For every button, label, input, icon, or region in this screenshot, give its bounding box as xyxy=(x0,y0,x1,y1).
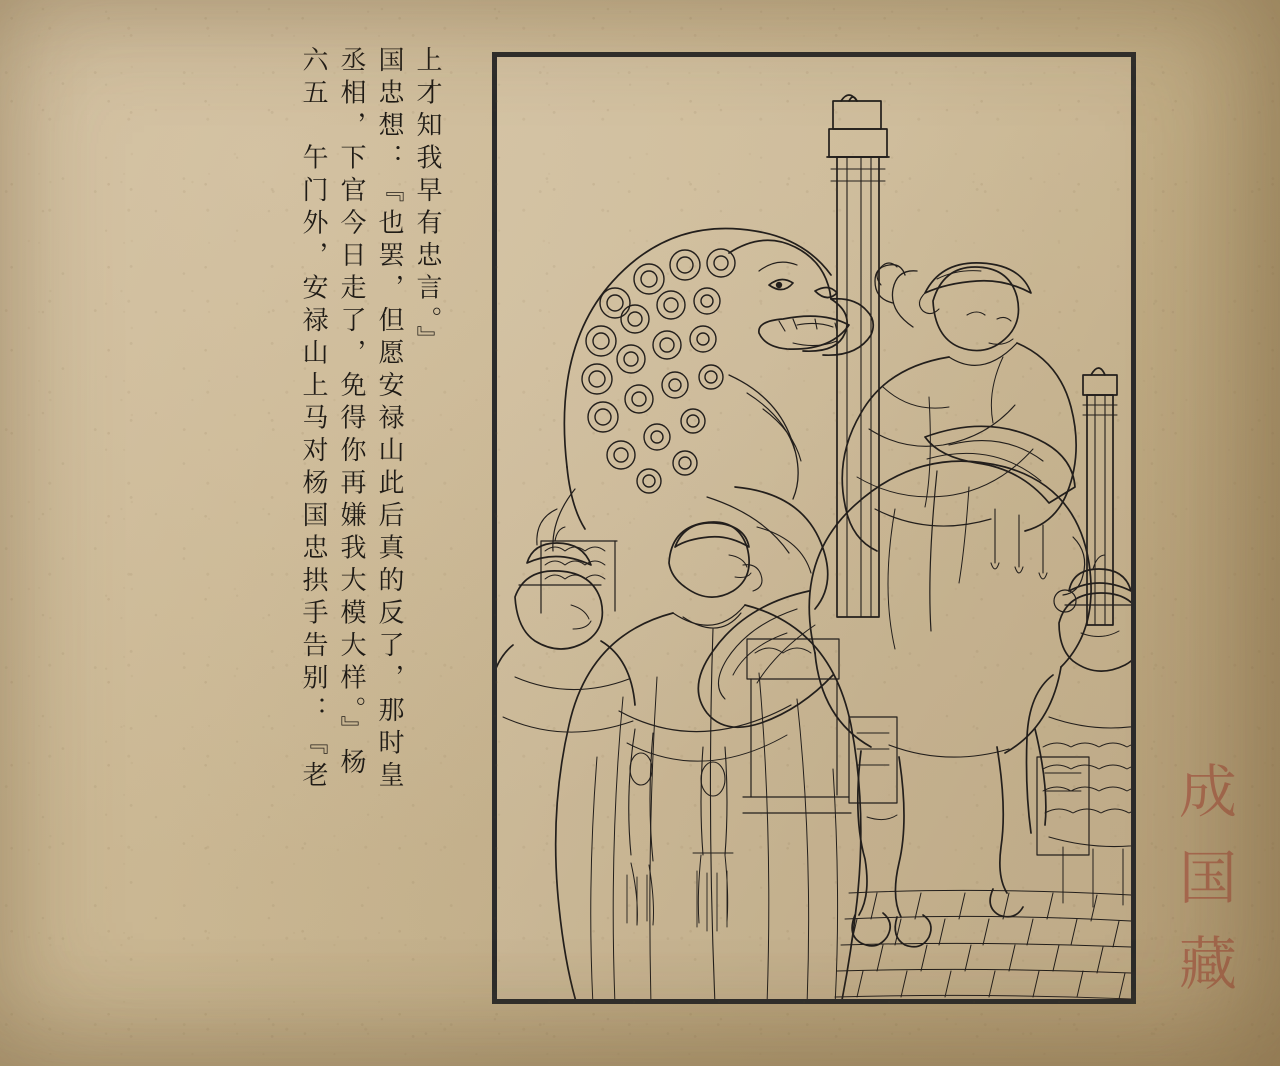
line-drawing xyxy=(497,57,1131,999)
text-line-3: 丞相，下官今日走了，免得你再嫌我大模大样。』杨 xyxy=(336,46,366,781)
text-line-4: 六五 午门外，安禄山上马对杨国忠拱手告别：『老 xyxy=(298,46,328,794)
official-in-robe-icon xyxy=(556,522,861,999)
text-line-2: 国忠想：『也罢，但愿安禄山此后真的反了，那时皇 xyxy=(374,46,404,794)
seal-char-1: 成 xyxy=(1178,758,1237,826)
palace-column-small-icon xyxy=(1083,368,1117,625)
guard-right-icon xyxy=(1027,555,1132,907)
collector-seal xyxy=(1160,754,1256,1012)
seal-char-2: 国 xyxy=(1178,844,1237,912)
stone-lion-statue-icon xyxy=(537,228,873,613)
vertical-text-block xyxy=(196,46,446,996)
illustration-canvas xyxy=(497,57,1131,999)
illustration-plate xyxy=(492,52,1136,1004)
seal-char-3: 藏 xyxy=(1178,930,1237,998)
palace-column-icon xyxy=(827,95,889,617)
mounted-rider-icon xyxy=(842,263,1076,551)
horse-icon xyxy=(698,426,1091,946)
text-line-1: 上才知我早有忠言。』 xyxy=(412,46,442,358)
stone-balustrade-icon xyxy=(743,639,1089,855)
guard-left-icon xyxy=(497,527,635,732)
